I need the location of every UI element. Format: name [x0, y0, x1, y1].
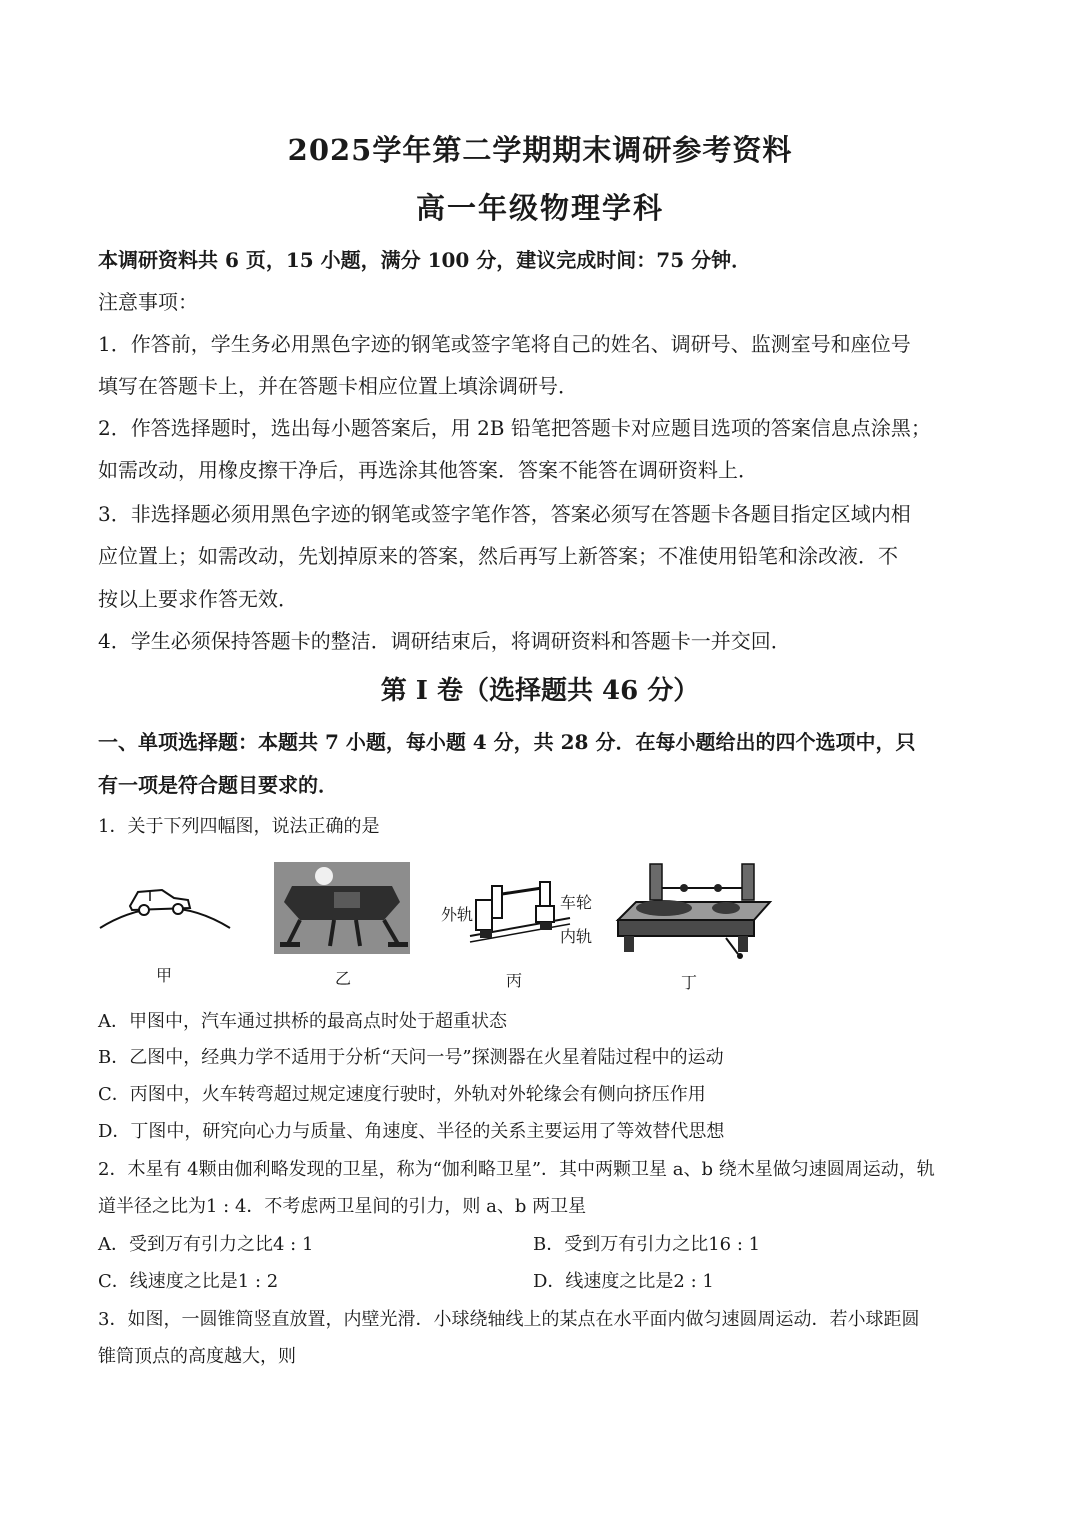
notice-heading: 注意事项： — [98, 290, 198, 314]
notice-line: 如需改动，用橡皮擦干净后，再选涂其他答案．答案不能答在调研资料上． — [98, 458, 758, 482]
figure-text-outer-rail: 外轨 — [441, 905, 474, 924]
notice-line: 按以上要求作答无效． — [98, 587, 298, 611]
figure-car-bridge — [98, 868, 232, 934]
notice-line: 3．非选择题必须用黑色字迹的钢笔或签字笔作答，答案必须写在答题卡各题目指定区域内相 — [98, 502, 911, 526]
option-b: B．乙图中，经典力学不适用于分析“天问一号”探测器在火星着陆过程中的运动 — [98, 1047, 724, 1068]
question-2-stem: 道半径之比为1 : 4．不考虑两卫星间的引力，则 a、b 两卫星 — [98, 1196, 587, 1217]
notice-line: 应位置上；如需改动，先划掉原来的答案，然后再写上新答案；不准使用铅笔和涂改液．不 — [98, 544, 898, 568]
figure-text-inner-rail: 内轨 — [560, 927, 593, 946]
figure-label: 丙 — [506, 971, 523, 990]
notice-line: 4．学生必须保持答题卡的整洁．调研结束后，将调研资料和答题卡一并交回． — [98, 629, 791, 653]
figure-label: 乙 — [335, 969, 352, 988]
option-b: B．受到万有引力之比16 : 1 — [533, 1234, 761, 1255]
page-subtitle: 高一年级物理学科 — [415, 191, 664, 225]
intro-line: 本调研资料共 6 页，15 小题，满分 100 分，建议完成时间：75 分钟． — [98, 248, 752, 272]
option-d: D．丁图中，研究向心力与质量、角速度、半径的关系主要运用了等效替代思想 — [98, 1121, 725, 1142]
figure-label: 丁 — [681, 973, 698, 992]
question-2-stem: 2．木星有 4颗由伽利略发现的卫星，称为“伽利略卫星”．其中两颗卫星 a、b 绕木星做匀速圆周运动，轨 — [98, 1159, 935, 1180]
figure-centripetal-apparatus — [614, 858, 774, 962]
option-a: A．甲图中，汽车通过拱桥的最高点时处于超重状态 — [98, 1011, 507, 1032]
question-3-stem: 3．如图，一圆锥筒竖直放置，内壁光滑．小球绕轴线上的某点在水平面内做匀速圆周运动．若小球距圆 — [98, 1309, 920, 1330]
notice-line: 2．作答选择题时，选出每小题答案后，用 2B 铅笔把答题卡对应题目选项的答案信息点涂黑； — [98, 416, 931, 440]
figure-label: 甲 — [156, 966, 173, 985]
section-title: 第 Ⅰ 卷（选择题共 46 分） — [380, 676, 700, 706]
question-3-stem: 锥筒顶点的高度越大，则 — [98, 1346, 296, 1367]
figure-lander-photo — [274, 862, 410, 954]
option-d: D．线速度之比是2 : 1 — [533, 1271, 714, 1292]
figure-text-wheel: 车轮 — [560, 893, 593, 912]
option-a: A．受到万有引力之比4 : 1 — [98, 1234, 314, 1255]
notice-line: 填写在答题卡上，并在答题卡相应位置上填涂调研号． — [98, 374, 578, 398]
notice-line: 1．作答前，学生务必用黑色字迹的钢笔或签字笔将自己的姓名、调研号、监测室号和座位号 — [98, 332, 911, 356]
page-title: 2025学年第二学期期末调研参考资料 — [287, 133, 793, 167]
option-c: C．线速度之比是1 : 2 — [98, 1271, 279, 1292]
question-1-stem: 1．关于下列四幅图，说法正确的是 — [98, 816, 380, 837]
part-heading: 一、单项选择题：本题共 7 小题，每小题 4 分，共 28 分．在每小题给出的四个选项中，只 — [98, 730, 916, 754]
option-c: C．丙图中，火车转弯超过规定速度行驶时，外轨对外轮缘会有侧向挤压作用 — [98, 1084, 706, 1105]
part-heading: 有一项是符合题目要求的． — [98, 773, 338, 797]
